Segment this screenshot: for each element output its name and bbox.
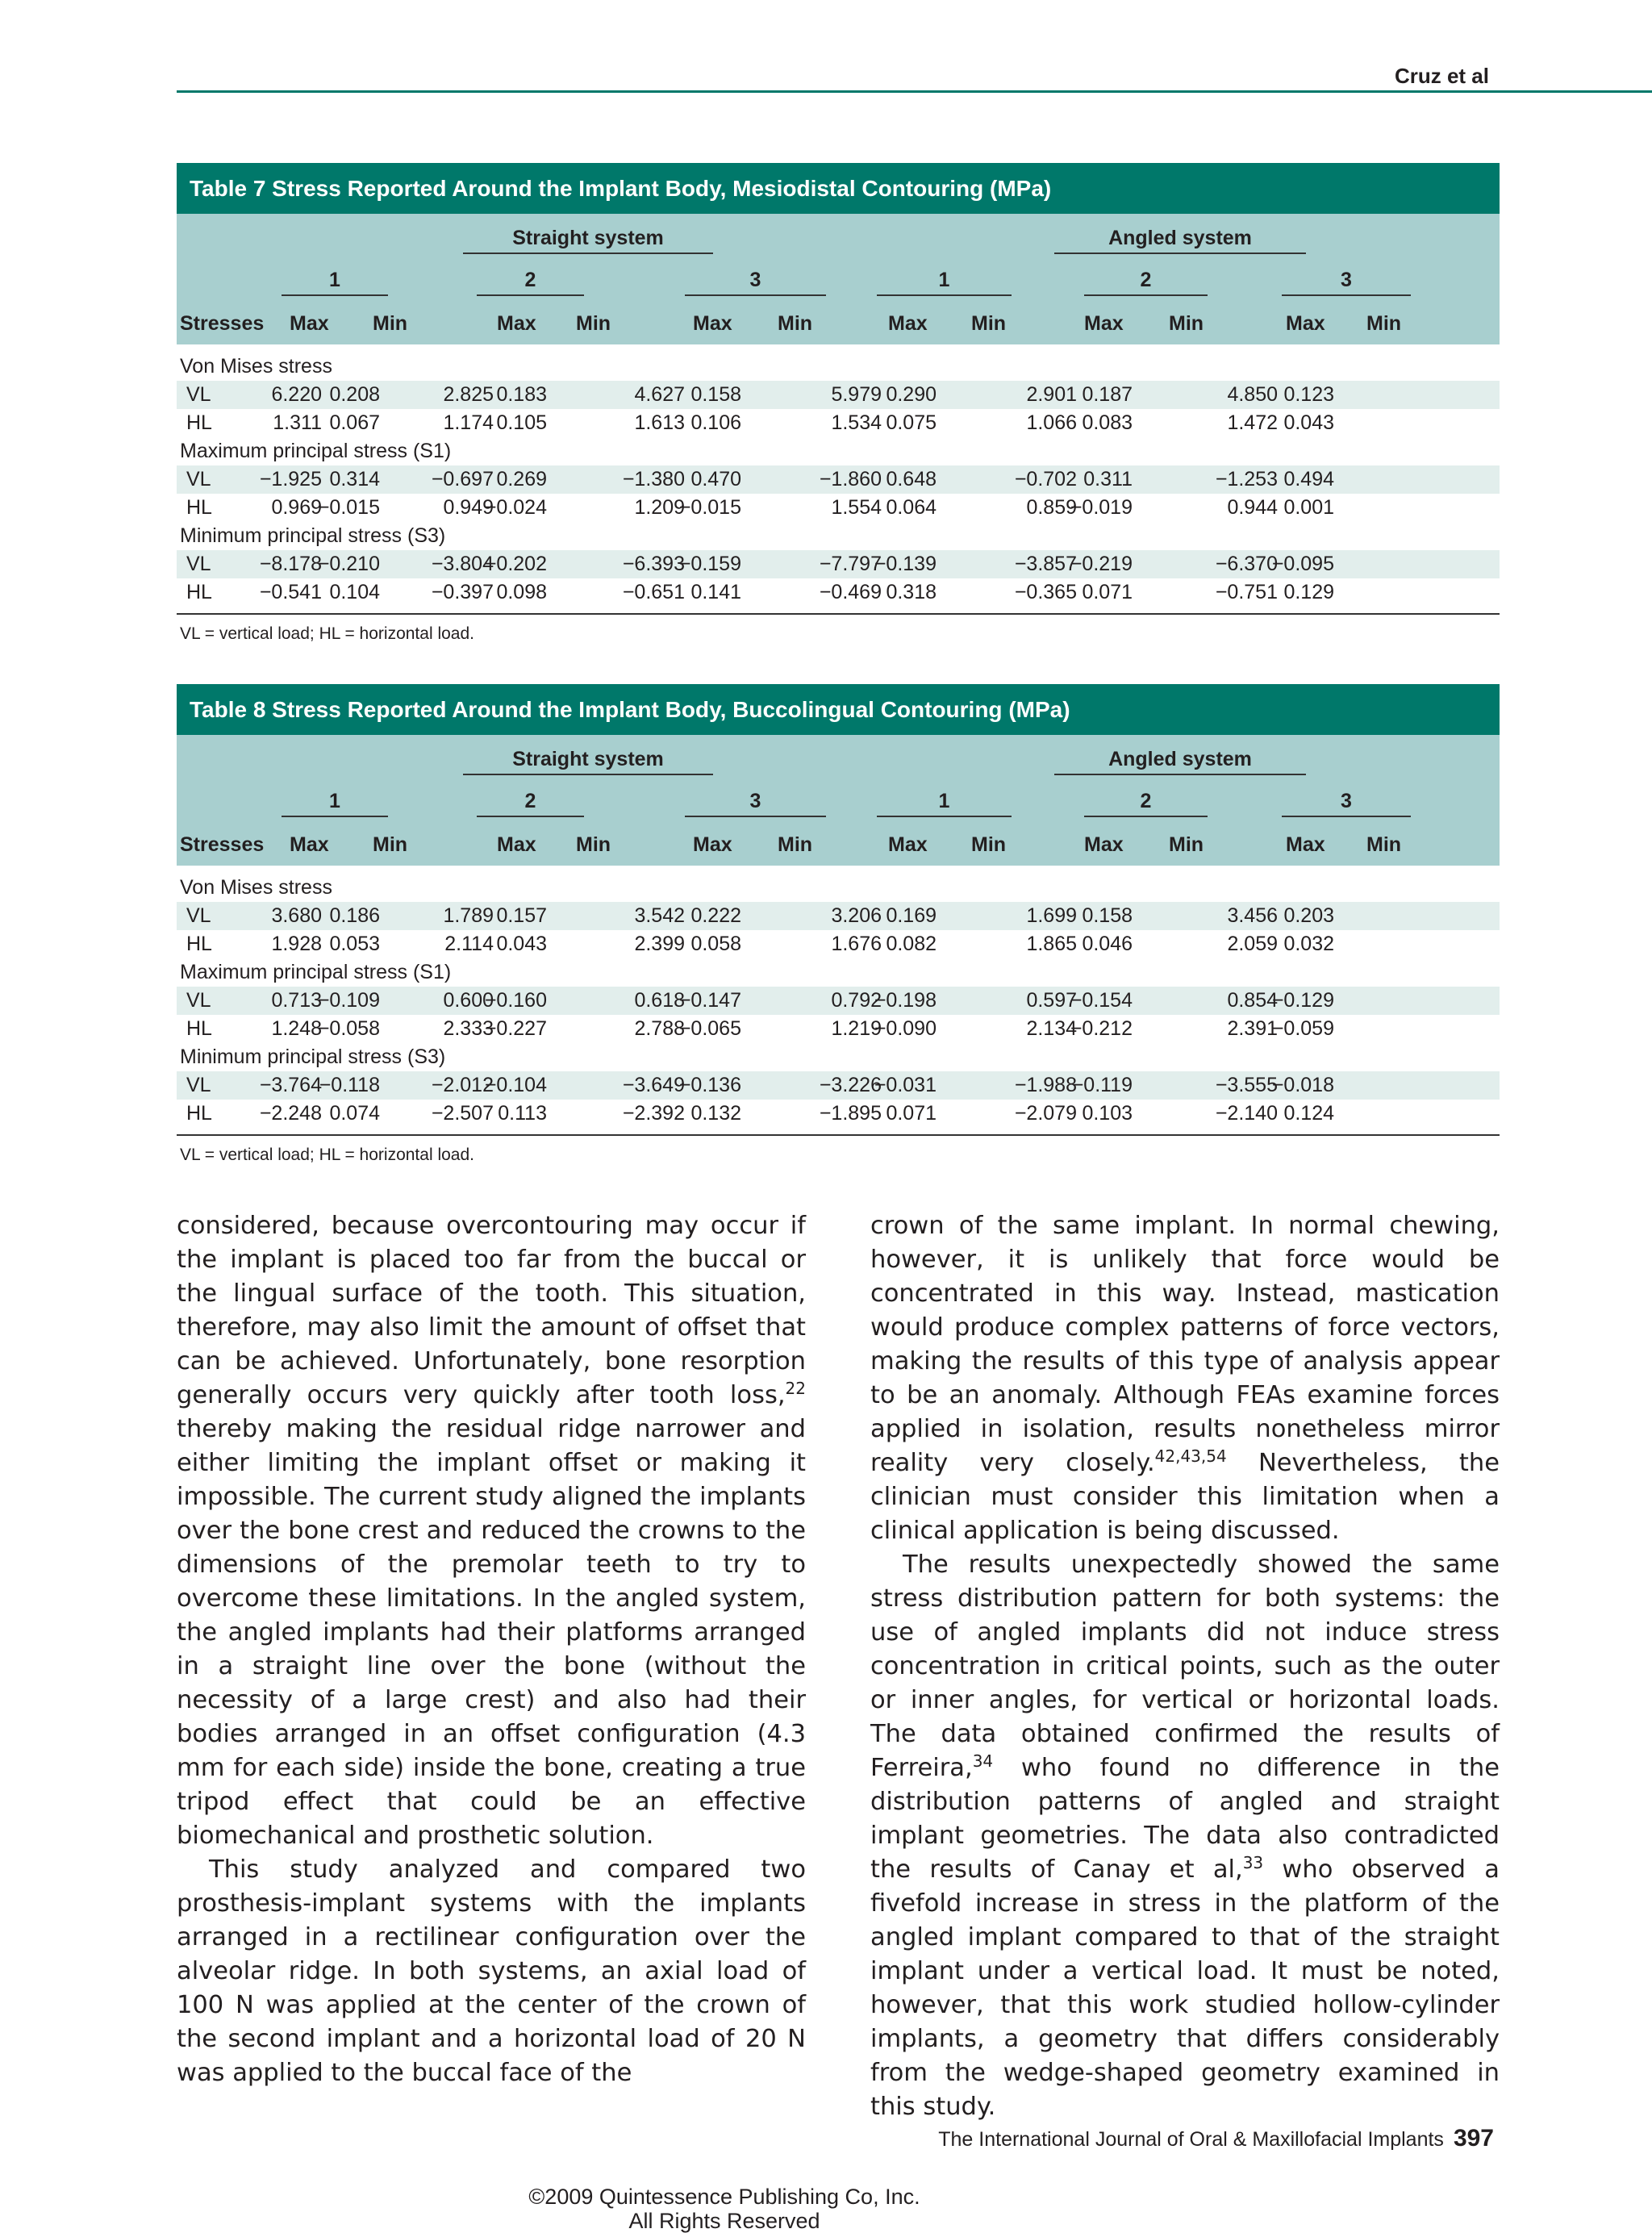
table-cell: 0.083 (1082, 411, 1133, 434)
table-cell: 3.456 (1227, 904, 1278, 927)
table-cell: 0.071 (1082, 581, 1133, 603)
table-cell: 1.219 (831, 1017, 882, 1040)
load-label: HL (186, 581, 212, 603)
table-cell: 3.206 (831, 904, 882, 927)
table-7 (177, 163, 1500, 644)
table-cell: 0.106 (690, 411, 741, 434)
table-cell: 0.074 (329, 1102, 380, 1125)
table-cell: −0.159 (678, 553, 741, 575)
body-paragraph (870, 1548, 1500, 2124)
subgroup-header: 2 (477, 265, 584, 296)
table-cell: 0.043 (496, 933, 547, 955)
table-cell: −0.702 (1014, 468, 1077, 490)
body-text: Nevertheless, the clinician must consider this limitation when a clinical application is being discussed. (870, 1449, 1500, 1545)
table-cell: 0.001 (1283, 496, 1334, 519)
max-column-label: Max (693, 312, 732, 335)
load-label: VL (186, 904, 211, 927)
table-row (177, 465, 1500, 494)
table-cell: −0.118 (319, 1074, 380, 1096)
load-label: HL (186, 496, 212, 519)
load-label: HL (186, 411, 212, 434)
table-cell: −0.015 (317, 496, 380, 519)
table-cell: 0.064 (886, 496, 937, 519)
min-column-label: Min (373, 312, 408, 335)
table-cell: −0.059 (1271, 1017, 1334, 1040)
table-cell: −1.988 (1014, 1074, 1077, 1096)
table-cell: 0.058 (690, 933, 741, 955)
table-cell: −0.541 (259, 581, 322, 603)
table-cell: 2.059 (1227, 933, 1278, 955)
body-column-right (870, 1209, 1500, 2124)
table-cell: 1.311 (273, 411, 322, 434)
table-row (177, 578, 1500, 607)
table-cell: 3.680 (271, 904, 322, 927)
table-cell: 1.174 (443, 411, 494, 434)
table-body (177, 866, 1500, 1128)
citation-superscript: 22 (785, 1378, 806, 1398)
table-cell: −1.253 (1215, 468, 1278, 490)
table-cell: 0.053 (329, 933, 380, 955)
table-cell: 0.105 (496, 411, 547, 434)
section-label: Minimum principal stress (S3) (180, 1046, 446, 1068)
table-cell: −0.095 (1271, 553, 1334, 575)
table-cell: −0.104 (484, 1074, 547, 1096)
table-cell: −8.178 (259, 553, 322, 575)
table-cell: −3.226 (819, 1074, 882, 1096)
table-cell: −0.129 (1271, 989, 1334, 1012)
group-header: Straight system (463, 223, 713, 254)
table-title: Table 7 Stress Reported Around the Implant Body, Mesiodistal Contouring (MPa) (177, 163, 1500, 214)
min-column-label: Min (1366, 312, 1402, 335)
table-cell: −2.392 (622, 1102, 685, 1125)
table-cell: 4.627 (634, 383, 685, 406)
min-column-label: Min (971, 312, 1007, 335)
table-cell: 0.129 (1283, 581, 1334, 603)
journal-footer (938, 2125, 1494, 2153)
table-cell: 1.534 (831, 411, 882, 434)
table-cell: 0.318 (886, 581, 937, 603)
load-label: VL (186, 553, 211, 575)
table-row (177, 1015, 1500, 1043)
table-row (177, 494, 1500, 522)
max-column-label: Max (1286, 312, 1325, 335)
table-cell: −0.147 (678, 989, 741, 1012)
group-header: Angled system (1054, 223, 1306, 254)
table-cell: 0.269 (496, 468, 547, 490)
table-cell: 6.220 (271, 383, 322, 406)
table-cell: −0.365 (1014, 581, 1077, 603)
table-cell: 0.311 (1083, 468, 1133, 490)
table-cell: 0.157 (496, 904, 547, 927)
table-cell: −0.139 (874, 553, 937, 575)
citation-superscript: 34 (972, 1751, 994, 1771)
table-cell: −2.248 (259, 1102, 322, 1125)
table-cell: −0.397 (431, 581, 494, 603)
section-label: Von Mises stress (180, 876, 332, 899)
stresses-column-label: Stresses (180, 312, 265, 335)
table-cell: 2.399 (634, 933, 685, 955)
citation-superscript: 42,43,54 (1154, 1446, 1227, 1466)
table-cell: −0.198 (874, 989, 937, 1012)
min-column-label: Min (1169, 833, 1204, 856)
subgroup-header: 3 (1282, 265, 1411, 296)
table-cell: −3.649 (622, 1074, 685, 1096)
table-row (177, 550, 1500, 578)
section-label: Maximum principal stress (S1) (180, 961, 452, 983)
table-cell: −3.764 (259, 1074, 322, 1096)
table-cell: 0.597 (1026, 989, 1077, 1012)
running-head-text: Cruz et al (1394, 64, 1489, 88)
max-column-label: Max (497, 833, 536, 856)
journal-name: The International Journal of Oral & Maxillofacial Implants (938, 2128, 1444, 2151)
table-cell: 0.208 (329, 383, 380, 406)
table-cell: −0.212 (1070, 1017, 1133, 1040)
table-cell: 3.542 (634, 904, 685, 927)
section-label: Maximum principal stress (S1) (180, 440, 452, 462)
min-column-label: Min (778, 312, 813, 335)
load-label: HL (186, 1017, 212, 1040)
table-cell: −0.019 (1070, 496, 1133, 519)
table-header (177, 214, 1500, 344)
table-cell: 0.949 (443, 496, 494, 519)
table-row (177, 409, 1500, 437)
max-column-label: Max (290, 833, 329, 856)
body-text: thereby making the residual ridge narrower and either limiting the implant offset or making it impossible. The current study aligned the implants over the bone crest and reduced the crowns to the dimensions of the premolar teeth to try to overcome these limitations. In the angled system, the angled implants had their platforms arranged in a straight line over the bone (without the necessity of a large crest) and also had their bodies arranged in an offset configuration (4.3 mm for each side) inside the bone, creating a true tripod effect that could be an effective biomechanical and prosthetic solution. (177, 1415, 806, 1850)
table-footnote: VL = vertical load; HL = horizontal load. (180, 624, 474, 643)
table-cell: −1.860 (819, 468, 882, 490)
page-number: 397 (1453, 2125, 1494, 2152)
table-cell: 1.066 (1026, 411, 1077, 434)
table-cell: 0.314 (329, 468, 380, 490)
table-cell: −0.469 (819, 581, 882, 603)
table-cell: 2.391 (1227, 1017, 1278, 1040)
min-column-label: Min (778, 833, 813, 856)
table-row (177, 381, 1500, 409)
table-cell: 0.046 (1082, 933, 1133, 955)
rights-line: All Rights Reserved (628, 2209, 820, 2233)
table-title: Table 8 Stress Reported Around the Implant Body, Buccolingual Contouring (MPa) (177, 684, 1500, 735)
table-cell: −0.202 (484, 553, 547, 575)
table-cell: −3.857 (1014, 553, 1077, 575)
table-cell: 1.865 (1026, 933, 1077, 955)
stresses-column-label: Stresses (180, 833, 265, 856)
body-text: considered, because overcontouring may occur if the implant is placed too far from the buccal or the lingual surface of the tooth. This situation, therefore, may also limit the amount of offset that can be achieved. Unfortunately, bone resorption generally occurs very quickly after tooth loss, (177, 1212, 806, 1409)
table-cell: −6.370 (1215, 553, 1278, 575)
table-cell: −2.012 (431, 1074, 494, 1096)
table-cell: 0.183 (496, 383, 547, 406)
load-label: VL (186, 1074, 211, 1096)
subgroup-header: 3 (685, 787, 826, 817)
max-column-label: Max (888, 833, 928, 856)
max-column-label: Max (1084, 833, 1124, 856)
table-cell: −0.015 (678, 496, 741, 519)
table-row (177, 1071, 1500, 1100)
table-cell: 0.158 (690, 383, 741, 406)
min-column-label: Min (576, 833, 611, 856)
table-cell: −1.925 (259, 468, 322, 490)
table-body (177, 344, 1500, 607)
table-cell: −0.109 (317, 989, 380, 1012)
table-row (177, 987, 1500, 1015)
table-cell: 0.648 (886, 468, 937, 490)
table-cell: −0.031 (874, 1074, 937, 1096)
table-cell: 0.944 (1227, 496, 1278, 519)
table-cell: 0.103 (1082, 1102, 1133, 1125)
table-cell: 0.187 (1082, 383, 1133, 406)
table-cell: 1.248 (271, 1017, 322, 1040)
body-text: This study analyzed and compared two prosthesis-implant systems with the implants arranged in a rectilinear configuration over the alveolar ridge. In both systems, an axial load of 100 N was applied at the center of the crown of the second implant and a horizontal load of 20 N was applied to the buccal face of the (177, 1855, 806, 2087)
table-row (177, 902, 1500, 930)
load-label: VL (186, 383, 211, 406)
subgroup-header: 3 (1282, 787, 1411, 817)
table-cell: −0.210 (317, 553, 380, 575)
max-column-label: Max (693, 833, 732, 856)
table-cell: 0.104 (329, 581, 380, 603)
table-cell: −0.227 (484, 1017, 547, 1040)
copyright-line: ©2009 Quintessence Publishing Co, Inc. (528, 2185, 920, 2209)
table-header (177, 735, 1500, 866)
body-text: who observed a fivefold increase in stress in the platform of the angled implant compared to that of the straight implant under a vertical load. It must be noted, however, that this work studied hollow-cylinder implants, a geometry that differs considerably from the wedge-shaped geometry examined in this study. (870, 1855, 1500, 2121)
table-cell: −2.079 (1014, 1102, 1077, 1125)
table-cell: −0.219 (1070, 553, 1133, 575)
table-cell: 0.124 (1283, 1102, 1334, 1125)
max-column-label: Max (290, 312, 329, 335)
table-cell: 2.114 (444, 933, 494, 955)
table-cell: 2.788 (634, 1017, 685, 1040)
table-cell: −0.024 (484, 496, 547, 519)
table-cell: −6.393 (622, 553, 685, 575)
table-cell: −0.154 (1070, 989, 1133, 1012)
table-cell: 0.132 (690, 1102, 741, 1125)
table-cell: 0.123 (1283, 383, 1334, 406)
table-cell: −2.140 (1215, 1102, 1278, 1125)
table-cell: 2.134 (1026, 1017, 1077, 1040)
table-cell: 1.554 (831, 496, 882, 519)
copyright-notice (0, 2185, 1449, 2233)
table-cell: 2.825 (443, 383, 494, 406)
table-cell: 0.618 (634, 989, 685, 1012)
table-cell: −7.797 (819, 553, 882, 575)
table-cell: 0.067 (329, 411, 380, 434)
table-cell: 4.850 (1227, 383, 1278, 406)
table-cell: 0.792 (831, 989, 882, 1012)
subgroup-header: 2 (1084, 265, 1208, 296)
table-cell: 2.901 (1026, 383, 1077, 406)
table-cell: −0.751 (1215, 581, 1278, 603)
body-text: who found no difference in the distribution patterns of angled and straight implant geometries. The data also contradicted the results of Canay et al, (870, 1754, 1500, 1884)
table-cell: −0.651 (622, 581, 685, 603)
subgroup-header: 1 (282, 265, 388, 296)
table-cell: 0.098 (496, 581, 547, 603)
table-cell: 0.071 (886, 1102, 937, 1125)
table-cell: 0.203 (1283, 904, 1334, 927)
subgroup-header: 2 (1084, 787, 1208, 817)
section-label: Von Mises stress (180, 355, 332, 378)
max-column-label: Max (888, 312, 928, 335)
table-cell: −0.018 (1271, 1074, 1334, 1096)
table-cell: 1.472 (1227, 411, 1278, 434)
table-cell: 0.032 (1283, 933, 1334, 955)
table-cell: −0.136 (678, 1074, 741, 1096)
running-head (177, 63, 1652, 93)
subgroup-header: 2 (477, 787, 584, 817)
table-cell: 0.859 (1026, 496, 1077, 519)
subgroup-header: 1 (877, 265, 1012, 296)
table-cell: −0.697 (431, 468, 494, 490)
table-cell: −0.065 (678, 1017, 741, 1040)
max-column-label: Max (497, 312, 536, 335)
table-cell: 0.222 (690, 904, 741, 927)
table-cell: 0.494 (1283, 468, 1334, 490)
table-cell: −0.058 (317, 1017, 380, 1040)
table-cell: −1.380 (622, 468, 685, 490)
group-header: Straight system (463, 745, 713, 775)
table-cell: 0.470 (690, 468, 741, 490)
max-column-label: Max (1286, 833, 1325, 856)
table-cell: 0.158 (1082, 904, 1133, 927)
table-cell: −2.507 (431, 1102, 494, 1125)
table-cell: 1.613 (634, 411, 685, 434)
table-row (177, 1100, 1500, 1128)
body-paragraph (177, 1853, 806, 2090)
table-cell: 2.333 (443, 1017, 494, 1040)
table-footnote: VL = vertical load; HL = horizontal load. (180, 1146, 474, 1164)
min-column-label: Min (576, 312, 611, 335)
subgroup-header: 1 (282, 787, 388, 817)
load-label: HL (186, 1102, 212, 1125)
table-cell: 0.082 (886, 933, 937, 955)
citation-superscript: 33 (1242, 1852, 1264, 1872)
table-cell: 1.676 (831, 933, 882, 955)
body-paragraph (177, 1209, 806, 1853)
table-cell: 0.713 (271, 989, 322, 1012)
table-row (177, 930, 1500, 958)
body-text: crown of the same implant. In normal chewing, however, it is unlikely that force would be concentrated in this way. Instead, mastication would produce complex patterns of force vectors, making the results of this type of analysis appear to be an anomaly. Although FEAs examine forces applied in isolation, results nonetheless mirror reality very closely. (870, 1212, 1500, 1477)
table-cell: −0.090 (874, 1017, 937, 1040)
table-cell: 0.075 (886, 411, 937, 434)
table-cell: 0.600 (443, 989, 494, 1012)
subgroup-header: 1 (877, 787, 1012, 817)
table-cell: −0.119 (1071, 1074, 1133, 1096)
table-cell: 0.969 (271, 496, 322, 519)
table-cell: 1.699 (1026, 904, 1077, 927)
table-cell: −3.555 (1215, 1074, 1278, 1096)
table-cell: 1.209 (634, 496, 685, 519)
table-cell: 1.789 (443, 904, 494, 927)
load-label: VL (186, 989, 211, 1012)
table-cell: 1.928 (271, 933, 322, 955)
group-header: Angled system (1054, 745, 1306, 775)
load-label: VL (186, 468, 211, 490)
table-cell: 0.290 (886, 383, 937, 406)
table-8 (177, 684, 1500, 1165)
body-column-left (177, 1209, 806, 2090)
table-cell: 0.169 (886, 904, 937, 927)
body-paragraph (870, 1209, 1500, 1548)
subgroup-header: 3 (685, 265, 826, 296)
table-cell: 0.141 (690, 581, 741, 603)
body-text: The results unexpectedly showed the same stress distribution pattern for both systems: the use of angled implants did not induce stress concentration in critical points, such as the outer or inner angles, for vertical or horizontal loads. The data obtained confirmed the results of Ferreira, (870, 1551, 1500, 1782)
table-cell: −3.804 (431, 553, 494, 575)
load-label: HL (186, 933, 212, 955)
min-column-label: Min (1366, 833, 1402, 856)
max-column-label: Max (1084, 312, 1124, 335)
table-cell: 0.043 (1283, 411, 1334, 434)
min-column-label: Min (1169, 312, 1204, 335)
table-cell: 0.113 (498, 1102, 547, 1125)
table-cell: 5.979 (831, 383, 882, 406)
table-cell: 0.186 (329, 904, 380, 927)
table-cell: 0.854 (1227, 989, 1278, 1012)
min-column-label: Min (373, 833, 408, 856)
min-column-label: Min (971, 833, 1007, 856)
section-label: Minimum principal stress (S3) (180, 524, 446, 547)
table-cell: −0.160 (484, 989, 547, 1012)
table-cell: −1.895 (819, 1102, 882, 1125)
